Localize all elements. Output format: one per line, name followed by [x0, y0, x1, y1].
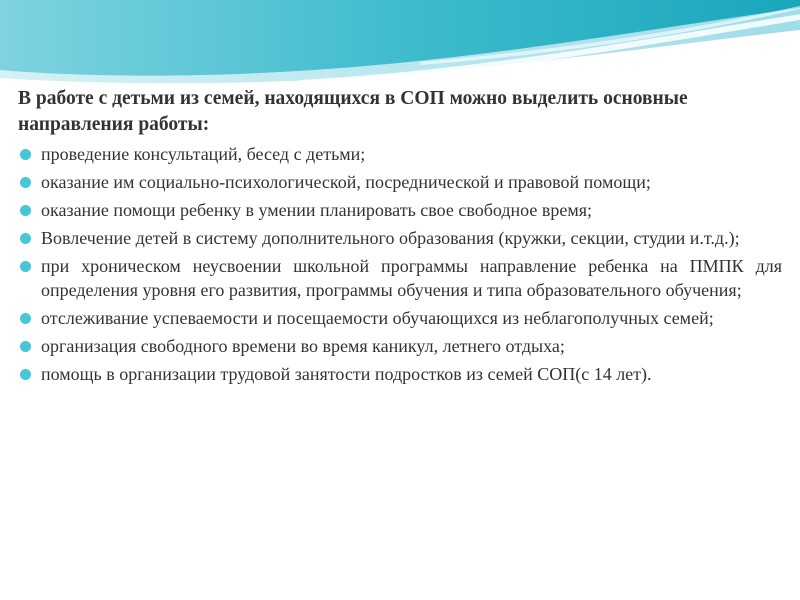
bullet-dot-icon — [20, 233, 31, 244]
list-item — [18, 306, 782, 330]
bullet-dot-icon — [20, 369, 31, 380]
list-item-text: оказание помощи ребенку в умении планировать свое свободное время; — [41, 200, 593, 220]
list-item — [18, 170, 782, 194]
list-item-text: организация свободного времени во время каникул, летнего отдыха; — [41, 336, 565, 356]
list-item-text: отслеживание успеваемости и посещаемости обучающихся из неблагополучных семей; — [41, 308, 714, 328]
bullet-dot-icon — [20, 341, 31, 352]
bullet-dot-icon — [20, 313, 31, 324]
list-item-text: оказание им социально-психологической, посреднической и правовой помощи; — [41, 172, 651, 192]
list-item-text: при хроническом неусвоении школьной программы направление ребенка на ПМПК для определения уровня его развития, программы обучения и типа образовательного обучения; — [41, 256, 782, 300]
list-item — [18, 362, 782, 386]
bullet-dot-icon — [20, 205, 31, 216]
list-item — [18, 226, 782, 250]
list-item-text: Вовлечение детей в систему дополнительного образования (кружки, секции, студии и.т.д.); — [41, 228, 740, 248]
bullet-list — [18, 142, 782, 386]
slide-content — [18, 86, 782, 390]
decorative-wave-header — [0, 0, 800, 90]
bullet-dot-icon — [20, 261, 31, 272]
list-item — [18, 198, 782, 222]
list-item — [18, 254, 782, 302]
list-item-text: проведение консультаций, бесед с детьми; — [41, 144, 366, 164]
list-item — [18, 334, 782, 358]
list-item — [18, 142, 782, 166]
bullet-dot-icon — [20, 149, 31, 160]
slide-heading: В работе с детьми из семей, находящихся в СОП можно выделить основные направления работы: — [18, 88, 688, 135]
list-item-text: помощь в организации трудовой занятости подростков из семей СОП(с 14 лет). — [41, 364, 652, 384]
bullet-dot-icon — [20, 177, 31, 188]
